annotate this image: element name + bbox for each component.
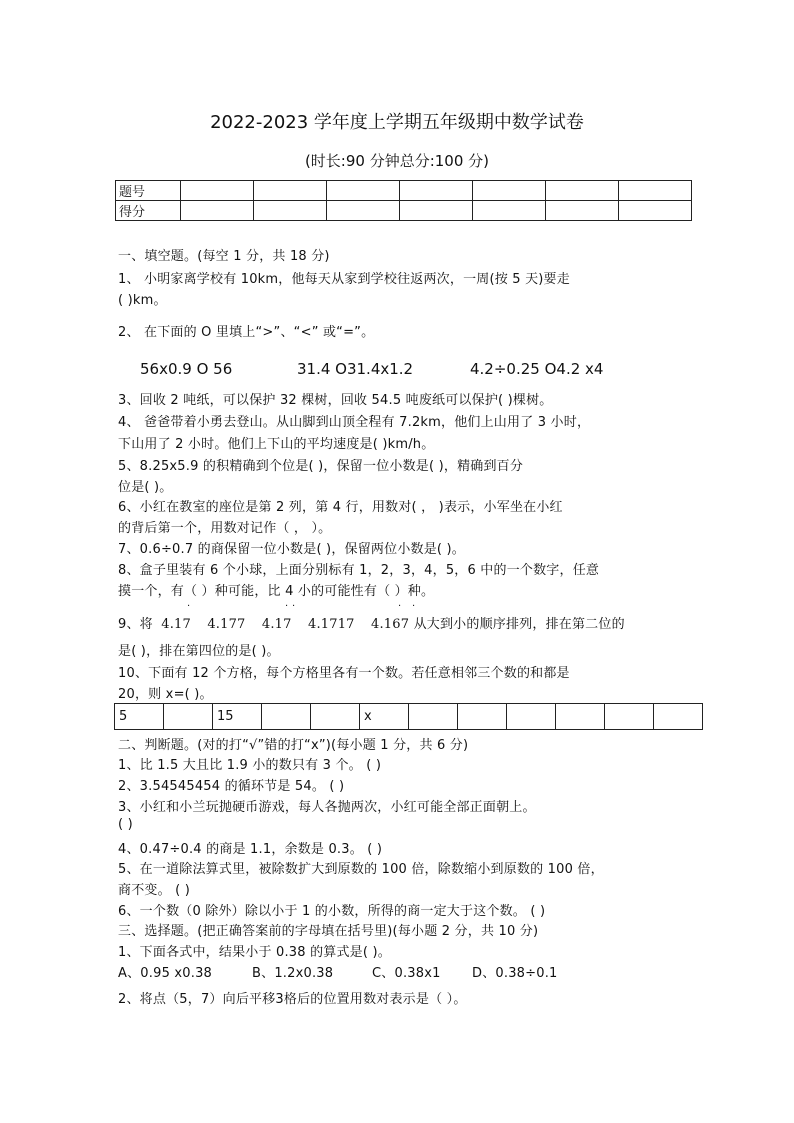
repeating-dot: · xyxy=(398,601,402,612)
s1-q9-suffix: 从大到小的顺序排列，排在第二位的 xyxy=(413,617,625,632)
exam-title: 2022-2023 学年度上学期五年级期中数学试卷 xyxy=(210,112,584,133)
number-box: 5 xyxy=(115,704,164,730)
s1-q1-line1: 1、 小明家离学校有 10km，他每天从家到学校往返两次，一周(按 5 天)要走 xyxy=(118,272,570,287)
s3-q1-option-a: A、0.95 x0.38 xyxy=(118,966,213,981)
s2-q5-line2: 商不变。 ( ) xyxy=(118,883,191,898)
s2-q5-line1: 5、在一道除法算式里，被除数扩大到原数的 100 倍，除数缩小到原数的 100 倍， xyxy=(118,862,604,877)
section1-heading: 一、填空题。(每空 1 分，共 18 分) xyxy=(118,249,330,264)
s1-q10-line1: 10、下面有 12 个方格，每个方格里各有一个数。若任意相邻三个数的和都是 xyxy=(118,666,570,681)
number-box xyxy=(311,704,360,730)
s1-q8-line2: 摸一个，有（ ）种可能，比 4 小的可能性有（ ）种。 xyxy=(118,584,435,599)
s1-q6-line2: 的背后第一个，用数对记作（ ， ）。 xyxy=(118,521,332,536)
score-row-question-number xyxy=(116,181,692,201)
s1-q9-prefix: 9、将 xyxy=(118,617,153,632)
score-table xyxy=(115,180,692,221)
s1-q9-number-1: 4.17 xyxy=(161,617,191,632)
s1-q6-line1: 6、小红在教室的座位是第 2 列，第 4 行，用数对( ， )表示，小军坐在小红 xyxy=(118,500,563,515)
s1-q2: 2、 在下面的 O 里填上“>”、“<” 或“=”。 xyxy=(118,325,375,340)
s1-q8-line1: 8、盒子里装有 6 个小球，上面分别标有 1，2，3，4，5，6 中的一个数字，任意 xyxy=(118,563,600,578)
s1-q9-number-2: 4.177 xyxy=(207,617,246,632)
s3-q1-option-c: C、0.38x1 xyxy=(372,966,441,981)
score-cell xyxy=(254,201,327,221)
number-box: 15 xyxy=(213,704,262,730)
s2-q2: 2、3.54545454 的循环节是 54。 ( ) xyxy=(118,779,345,794)
score-row-label: 题号 xyxy=(116,181,181,201)
number-box xyxy=(262,704,311,730)
s1-q4-line1: 4、 爸爸带着小勇去登山。从山脚到山顶全程有 7.2km，他们上山用了 3 小时， xyxy=(118,415,591,430)
repeating-dot: · xyxy=(292,601,296,612)
score-cell xyxy=(181,181,254,201)
s1-q1-line2: ( )km。 xyxy=(118,293,167,308)
repeating-dot: · xyxy=(187,601,191,612)
number-box xyxy=(556,704,605,730)
s1-q9-number-4: 4.1717 xyxy=(307,617,355,632)
number-box: x xyxy=(360,704,409,730)
score-cell xyxy=(400,181,473,201)
s3-q1-option-d: D、0.38÷0.1 xyxy=(472,966,558,981)
s3-q1-option-b: B、1.2x0.38 xyxy=(252,966,334,981)
number-box xyxy=(409,704,458,730)
s1-q2-item-3: 4.2÷0.25 O4.2 x4 xyxy=(470,360,604,378)
s1-q5-line2: 位是( )。 xyxy=(118,480,173,495)
score-cell xyxy=(327,201,400,221)
s1-q9-number-3: 4.17 xyxy=(261,617,292,632)
repeating-dot: · xyxy=(285,601,289,612)
score-cell xyxy=(546,181,619,201)
score-cell xyxy=(254,181,327,201)
s1-q2-item-2: 31.4 O31.4x1.2 xyxy=(297,360,414,378)
number-box xyxy=(507,704,556,730)
score-cell xyxy=(400,201,473,221)
score-cell xyxy=(181,201,254,221)
section3-heading: 三、选择题。(把正确答案前的字母填在括号里)(每小题 2 分，共 10 分) xyxy=(118,924,539,939)
s1-q4-line2: 下山用了 2 小时。他们上下山的平均速度是( )km/h。 xyxy=(118,437,435,452)
score-row-score xyxy=(116,201,692,221)
s2-q3-line1: 3、小红和小兰玩抛硬币游戏，每人各抛两次，小红可能全部正面朝上。 xyxy=(118,800,536,815)
number-box xyxy=(605,704,654,730)
s1-q5-line1: 5、8.25x5.9 的积精确到个位是( )，保留一位小数是( )，精确到百分 xyxy=(118,459,524,474)
score-cell xyxy=(619,201,692,221)
score-cell xyxy=(619,181,692,201)
s2-q1: 1、比 1.5 大且比 1.9 小的数只有 3 个。 ( ) xyxy=(118,758,382,773)
repeating-dot: · xyxy=(412,601,416,612)
s1-q7: 7、0.6÷0.7 的商保留一位小数是( )，保留两位小数是( )。 xyxy=(118,542,465,557)
number-box xyxy=(458,704,507,730)
s1-q9-line2: 是( )，排在第四位的是( )。 xyxy=(118,644,280,659)
number-box xyxy=(654,704,703,730)
s2-q3-line2: ( ) xyxy=(118,817,133,832)
s1-q2-item-1: 56x0.9 O 56 xyxy=(140,360,233,378)
s3-q2: 2、将点（5，7）向后平移3格后的位置用数对表示是（ ）。 xyxy=(118,992,467,1007)
s2-q6: 6、一个数（0 除外）除以小于 1 的小数，所得的商一定大于这个数。 ( ) xyxy=(118,904,546,919)
score-cell xyxy=(473,201,546,221)
score-cell xyxy=(546,201,619,221)
s1-q3: 3、回收 2 吨纸，可以保护 32 棵树，回收 54.5 吨废纸可以保护( )棵树。 xyxy=(118,393,553,408)
number-box xyxy=(164,704,213,730)
s1-q10-line2: 20，则 x=( )。 xyxy=(118,687,213,702)
score-cell xyxy=(327,181,400,201)
s1-q9-number-5: 4.167 xyxy=(371,617,410,632)
s1-q9-line1 xyxy=(118,613,625,632)
score-row-label: 得分 xyxy=(116,201,181,221)
score-cell xyxy=(473,181,546,201)
s2-q4: 4、0.47÷0.4 的商是 1.1，余数是 0.3。 ( ) xyxy=(118,842,383,857)
section2-heading: 二、判断题。(对的打“√”错的打“x”)(每小题 1 分，共 6 分) xyxy=(118,738,469,753)
q10-number-boxes xyxy=(114,703,703,730)
s3-q1: 1、下面各式中，结果小于 0.38 的算式是( )。 xyxy=(118,945,391,960)
exam-subtitle: (时长:90 分钟总分:100 分) xyxy=(304,152,490,170)
